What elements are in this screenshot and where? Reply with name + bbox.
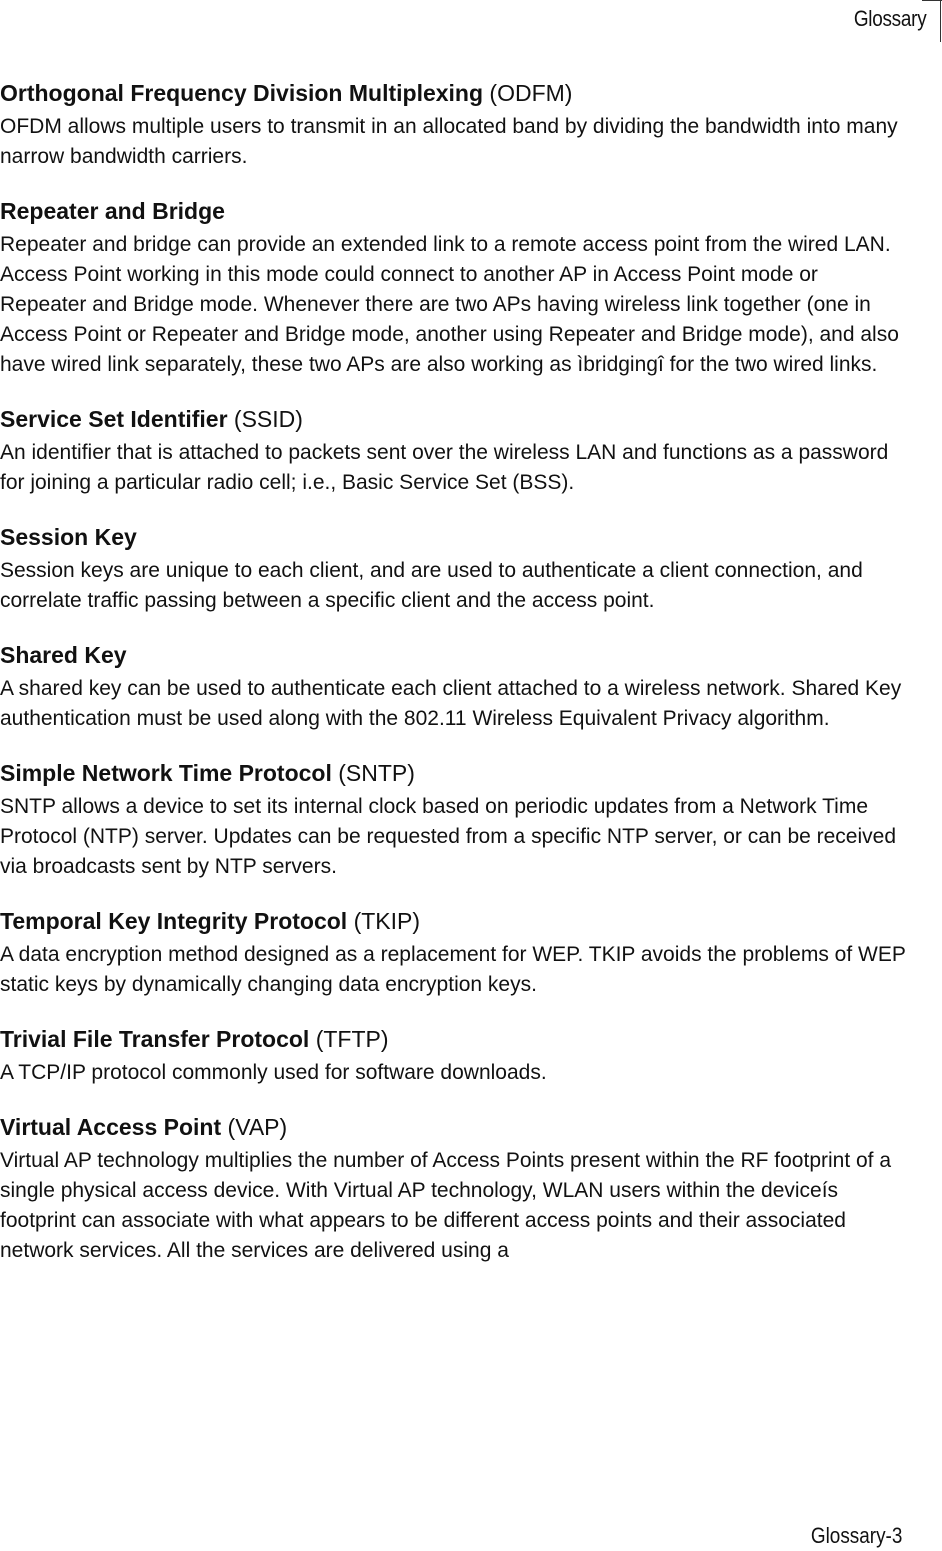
term-definition: SNTP allows a device to set its internal clock based on periodic updates from a Network Time Protocol (NTP) server. Updates can be requested from a specific NTP server, or can be received via broadcasts sent by NTP servers. [0,795,897,878]
term-name: Shared Key [0,642,127,668]
glossary-entry-repeater-bridge [0,196,910,380]
term-definition: Virtual AP technology multiplies the number of Access Points present within the RF footprint of a single physical access device. With Virtual AP technology, WLAN users within the deviceís footprint can associate with what appears to be different access points and their associated network services. All the services are delivered using a [0,1149,892,1262]
term-abbreviation: (TFTP) [309,1026,389,1052]
glossary-entry-shared-key [0,640,910,734]
term-name: Virtual Access Point [0,1114,222,1140]
term-heading [0,906,910,936]
term-name: Service Set Identifier [0,406,228,432]
term-name: Repeater and Bridge [0,198,225,224]
term-heading [0,640,910,670]
page-number: Glossary-3 [810,1523,902,1548]
term-abbreviation: (TKIP) [347,908,421,934]
glossary-entry-tkip [0,906,910,1000]
glossary-entry-ssid [0,404,910,498]
glossary-entry-tftp [0,1024,910,1088]
term-abbreviation: (ODFM) [483,80,573,106]
term-heading [0,404,910,434]
header-rule-horizontal [922,0,942,1]
term-name: Simple Network Time Protocol [0,760,332,786]
glossary-entry-vap [0,1112,910,1266]
term-definition: Repeater and bridge can provide an extended link to a remote access point from the wired LAN. Access Point working in this mode could connect to another AP in Access Point mode or Repeater and Bridge mode. Whenever there are two APs having wireless link together (one in Access Point or Repeater and Bridge mode, another using Repeater and Bridge mode), and also have wired link separately, these two APs are also working as ìbridgingî for the two wired links. [0,233,899,376]
term-abbreviation: (SSID) [227,406,303,432]
term-abbreviation: (SNTP) [331,760,415,786]
term-heading [0,522,910,552]
term-heading [0,758,910,788]
term-name: Temporal Key Integrity Protocol [0,908,348,934]
term-definition: A shared key can be used to authenticate each client attached to a wireless network. Shared Key authentication must be used along with the 802.11 Wireless Equivalent Privacy algorithm. [0,677,902,730]
term-heading [0,78,910,108]
term-definition: An identifier that is attached to packets sent over the wireless LAN and functions as a password for joining a particular radio cell; i.e., Basic Service Set (BSS). [0,441,889,494]
glossary-entry-session-key [0,522,910,616]
term-definition: Session keys are unique to each client, and are used to authenticate a client connection, and correlate traffic passing between a specific client and the access point. [0,559,863,612]
header-rule-vertical [940,0,941,42]
term-name: Trivial File Transfer Protocol [0,1026,310,1052]
term-abbreviation: (VAP) [221,1114,288,1140]
term-heading [0,1112,910,1142]
term-definition: OFDM allows multiple users to transmit in an allocated band by dividing the bandwidth into many narrow bandwidth carriers. [0,115,898,168]
term-definition: A TCP/IP protocol commonly used for software downloads. [0,1061,547,1084]
glossary-content [0,78,910,1290]
glossary-entry-odfm [0,78,910,172]
running-header: Glossary [853,6,926,31]
term-heading [0,1024,910,1054]
term-name: Session Key [0,524,137,550]
term-name: Orthogonal Frequency Division Multiplexing [0,80,484,106]
glossary-entry-sntp [0,758,910,882]
term-heading [0,196,910,226]
term-definition: A data encryption method designed as a replacement for WEP. TKIP avoids the problems of WEP static keys by dynamically changing data encryption keys. [0,943,906,996]
